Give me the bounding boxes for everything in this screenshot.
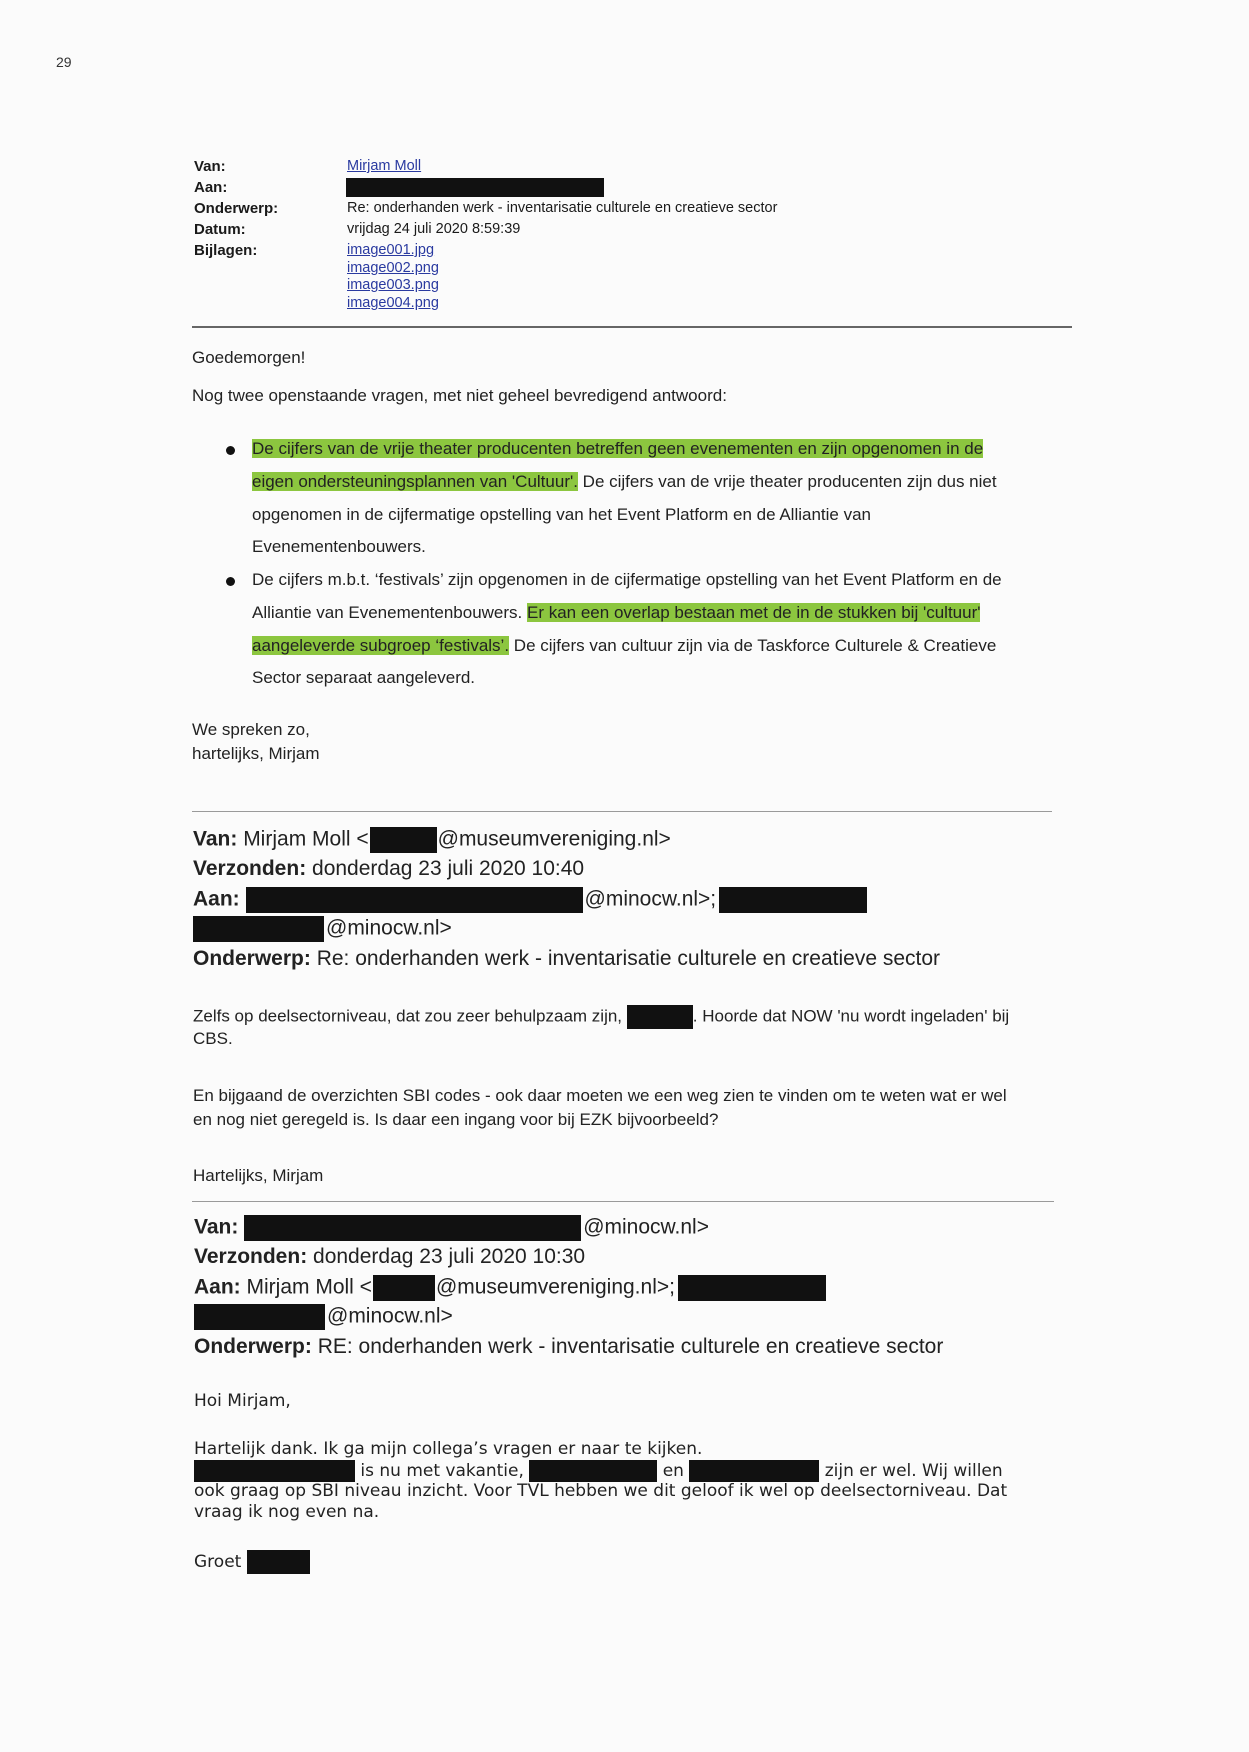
redaction	[678, 1275, 826, 1301]
redaction	[370, 827, 437, 853]
onderwerp-label: Onderwerp:	[194, 200, 279, 217]
aan-label: Aan:	[194, 179, 228, 196]
redaction	[373, 1275, 435, 1301]
attachment-link[interactable]: image001.jpg	[347, 242, 435, 258]
subject-value: Re: onderhanden werk - inventarisatie culturele en creatieve sector	[347, 200, 778, 216]
message-divider	[192, 811, 1052, 812]
redaction	[719, 887, 867, 913]
intro-text: Nog twee openstaande vragen, met niet geheel bevredigend antwoord:	[192, 386, 727, 405]
redaction	[194, 1460, 355, 1482]
bullet-2-line-2: Alliantie van Evenementenbouwers. Er kan een overlap bestaan met de in de stukken bij 'cultuur'	[252, 603, 981, 622]
bullet-icon	[226, 446, 235, 455]
closing: Hartelijks, Mirjam	[193, 1166, 324, 1185]
redaction	[246, 887, 583, 913]
line-2: is nu met vakantie, en zijn er wel. Wij willen	[194, 1460, 1003, 1482]
van-label: Van:	[194, 158, 226, 175]
aan-line: Aan: Mirjam Moll < @museumvereniging.nl>;	[194, 1275, 826, 1301]
aan-line: Aan: @minocw.nl>;	[193, 887, 867, 913]
paragraph-1-line-1: Zelfs op deelsectorniveau, dat zou zeer behulpzaam zijn, . Hoorde dat NOW 'nu wordt ingeladen' bij	[193, 1005, 1009, 1029]
attachment-link[interactable]: image004.png	[347, 295, 439, 311]
bullet-1-line-4: Evenementenbouwers.	[252, 537, 426, 556]
van-line: Van: Mirjam Moll < @museumvereniging.nl>	[193, 827, 671, 853]
greeting: Hoi Mirjam,	[194, 1391, 291, 1411]
closing-line-2: hartelijks, Mirjam	[192, 744, 320, 763]
bullet-1-line-1: De cijfers van de vrije theater producenten betreffen geen evenementen en zijn opgenomen in de	[252, 439, 984, 458]
onderwerp-line: Onderwerp: RE: onderhanden werk - inventarisatie culturele en creatieve sector	[194, 1335, 944, 1358]
page-number: 29	[56, 54, 72, 70]
closing-line-1: We spreken zo,	[192, 720, 310, 739]
bullet-2-line-1: De cijfers m.b.t. ‘festivals’ zijn opgenomen in de cijfermatige opstelling van het Event Platform en de	[252, 570, 1002, 589]
bullet-icon	[226, 577, 235, 586]
redaction	[627, 1005, 693, 1029]
redaction	[193, 916, 324, 942]
bijlagen-label: Bijlagen:	[194, 242, 258, 259]
redaction	[194, 1304, 325, 1330]
verzonden-line: Verzonden: donderdag 23 juli 2020 10:40	[193, 857, 585, 880]
line-4: vraag ik nog even na.	[194, 1502, 380, 1522]
datum-label: Datum:	[194, 221, 246, 238]
bullet-1-line-3: opgenomen in de cijfermatige opstelling van het Event Platform en de Alliantie van	[252, 505, 871, 524]
bullet-2-line-3: aangeleverde subgroep ‘festivals’. De cijfers van cultuur zijn via de Taskforce Culturele & Creatieve	[252, 636, 997, 655]
bullet-1-line-2: eigen ondersteuningsplannen van 'Cultuur'. De cijfers van de vrije theater producenten zijn dus niet	[252, 472, 997, 491]
line-1: Hartelijk dank. Ik ga mijn collega’s vragen er naar te kijken.	[194, 1439, 703, 1459]
closing: Groet	[194, 1550, 310, 1574]
verzonden-line: Verzonden: donderdag 23 juli 2020 10:30	[194, 1245, 586, 1268]
header-divider	[192, 326, 1072, 328]
redaction	[244, 1215, 581, 1241]
attachment-link[interactable]: image003.png	[347, 277, 439, 293]
attachment-link[interactable]: image002.png	[347, 260, 439, 276]
redaction	[529, 1460, 657, 1482]
aan-line-2: @minocw.nl>	[193, 916, 452, 942]
redaction	[689, 1460, 819, 1482]
aan-line-2: @minocw.nl>	[194, 1304, 453, 1330]
greeting: Goedemorgen!	[192, 348, 306, 367]
paragraph-2-line-1: En bijgaand de overzichten SBI codes - ook daar moeten we een weg zien te vinden om te weten wat er wel	[193, 1086, 1007, 1105]
paragraph-1-line-2: CBS.	[193, 1029, 233, 1048]
date-value: vrijdag 24 juli 2020 8:59:39	[347, 221, 521, 237]
recipient-redaction	[346, 178, 604, 197]
redaction	[247, 1550, 310, 1574]
paragraph-2-line-2: en nog niet geregeld is. Is daar een ingang voor bij EZK bijvoorbeeld?	[193, 1110, 719, 1129]
van-line: Van: @minocw.nl>	[194, 1215, 709, 1241]
line-3: ook graag op SBI niveau inzicht. Voor TVL hebben we dit geloof ik wel op deelsectorniveau. Dat	[194, 1481, 1008, 1501]
sender-link[interactable]: Mirjam Moll	[347, 158, 422, 174]
bullet-2-line-4: Sector separaat aangeleverd.	[252, 668, 476, 687]
onderwerp-line: Onderwerp: Re: onderhanden werk - inventarisatie culturele en creatieve sector	[193, 947, 941, 970]
message-divider	[192, 1201, 1054, 1202]
